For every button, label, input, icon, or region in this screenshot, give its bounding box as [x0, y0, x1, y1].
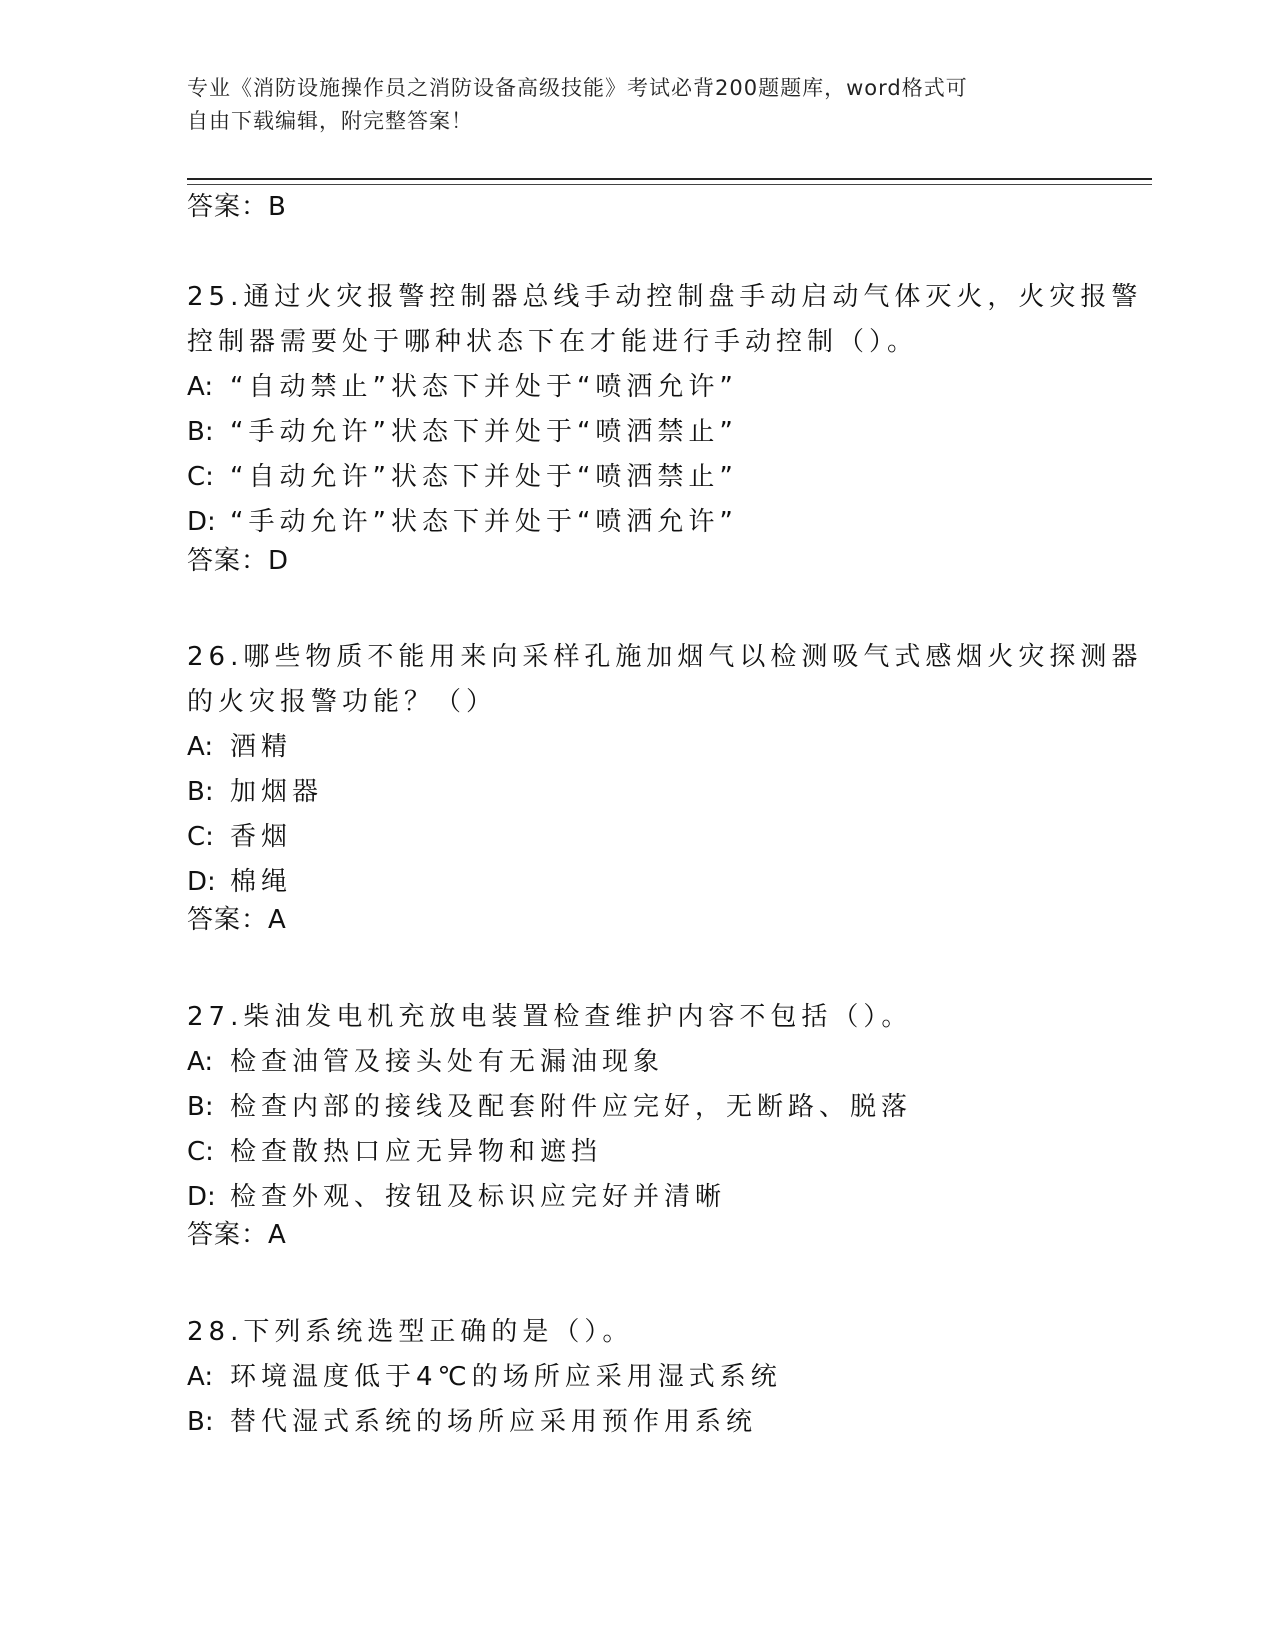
option-letter: A: — [187, 1047, 214, 1077]
question-26-option-a — [187, 725, 1087, 770]
option-letter: D: — [187, 867, 216, 897]
option-text: 环境温度低于4℃的场所应采用湿式系统 — [230, 1362, 782, 1392]
option-text: “自动允许”状态下并处于“喷洒禁止” — [230, 462, 738, 492]
question-25-line-1: 25.通过火灾报警控制器总线手动控制盘手动启动气体灭火，火灾报警 — [187, 282, 1143, 312]
option-text: 棉绳 — [230, 867, 293, 897]
question-25 — [187, 275, 1143, 545]
question-25-line-2: 控制器需要处于哪种状态下在才能进行手动控制（）。 — [187, 327, 919, 357]
option-text: 检查油管及接头处有无漏油现象 — [230, 1047, 665, 1077]
option-text: 检查散热口应无异物和遮挡 — [230, 1137, 603, 1167]
header-line-1: 专业《消防设施操作员之消防设备高级技能》考试必背200题题库，word格式可 — [187, 76, 968, 100]
option-letter: A: — [187, 1362, 214, 1392]
option-text: 加烟器 — [230, 777, 324, 807]
question-27-option-d — [187, 1175, 1087, 1220]
answer-q27: 答案：A — [187, 1220, 287, 1250]
option-letter: C: — [187, 462, 214, 492]
option-letter: B: — [187, 1092, 214, 1122]
question-27-line-1: 27.柴油发电机充放电装置检查维护内容不包括（）。 — [187, 1002, 913, 1032]
option-letter: B: — [187, 1407, 214, 1437]
document-header — [187, 72, 1067, 138]
question-25-option-a — [187, 365, 1087, 410]
option-letter: A: — [187, 372, 214, 402]
answer-q25: 答案：D — [187, 546, 290, 576]
option-text: “手动允许”状态下并处于“喷洒允许” — [230, 507, 738, 537]
question-26 — [187, 635, 1143, 905]
question-26-option-c — [187, 815, 1087, 860]
option-letter: C: — [187, 822, 214, 852]
question-27-option-c — [187, 1130, 1087, 1175]
option-letter: B: — [187, 777, 214, 807]
answer-q26: 答案：A — [187, 905, 287, 935]
option-letter: B: — [187, 417, 214, 447]
option-text: 香烟 — [230, 822, 293, 852]
question-28-option-b — [187, 1400, 1087, 1445]
option-text: 检查内部的接线及配套附件应完好，无断路、脱落 — [230, 1092, 913, 1122]
option-text: 替代湿式系统的场所应采用预作用系统 — [230, 1407, 758, 1437]
option-letter: A: — [187, 732, 214, 762]
question-25-option-c — [187, 455, 1087, 500]
question-28 — [187, 1310, 1087, 1445]
option-text: 酒精 — [230, 732, 293, 762]
question-25-option-b — [187, 410, 1087, 455]
question-28-option-a — [187, 1355, 1087, 1400]
header-rule-thin — [187, 184, 1152, 185]
question-28-line-1: 28.下列系统选型正确的是（）。 — [187, 1317, 634, 1347]
question-27 — [187, 995, 1087, 1220]
question-26-line-2: 的火灾报警功能？（） — [187, 687, 498, 717]
question-26-option-b — [187, 770, 1087, 815]
header-rule-thick — [187, 178, 1152, 180]
answer-q24: 答案：B — [187, 192, 287, 222]
question-25-option-d — [187, 500, 1087, 545]
question-26-option-d — [187, 860, 1087, 905]
header-line-2: 自由下载编辑，附完整答案！ — [187, 109, 473, 133]
option-letter: D: — [187, 1182, 216, 1212]
question-26-line-1: 26.哪些物质不能用来向采样孔施加烟气以检测吸气式感烟火灾探测器 — [187, 642, 1143, 672]
option-text: “自动禁止”状态下并处于“喷洒允许” — [230, 372, 738, 402]
option-letter: C: — [187, 1137, 214, 1167]
option-text: “手动允许”状态下并处于“喷洒禁止” — [230, 417, 738, 447]
option-text: 检查外观、按钮及标识应完好并清晰 — [230, 1182, 727, 1212]
question-27-option-a — [187, 1040, 1087, 1085]
question-27-option-b — [187, 1085, 1087, 1130]
option-letter: D: — [187, 507, 216, 537]
